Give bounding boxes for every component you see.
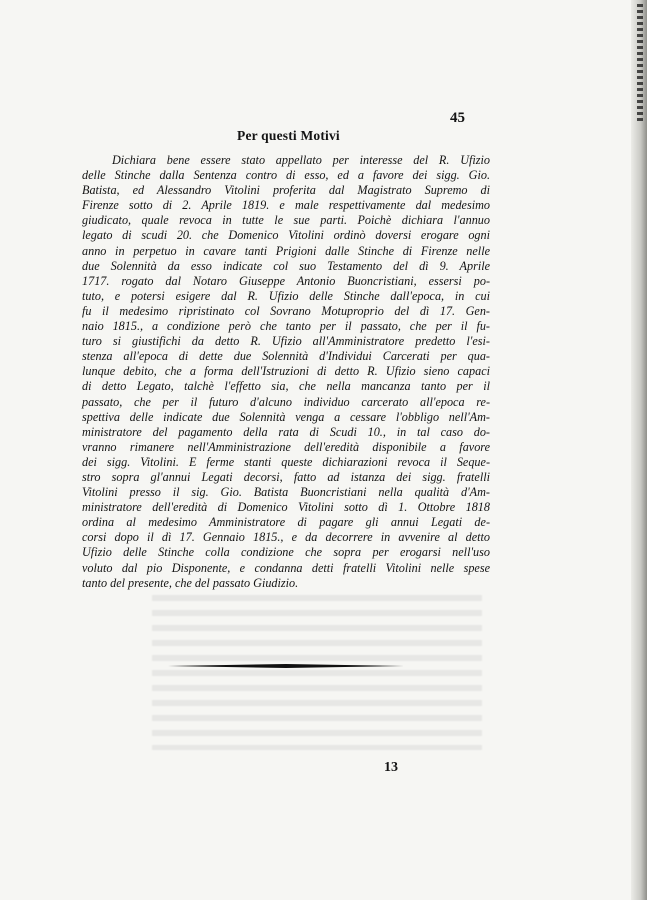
text-line: vranno rimanere nell'Amministrazione dell'eredità disponibile a favore [82, 439, 490, 454]
binding-edge [631, 0, 647, 900]
text-line: corsi dopo il dì 17. Gennaio 1815., e da decorrere in avvenire al detto [82, 530, 490, 545]
text-line: Dichiara bene essere stato appellato per interesse del R. Ufizio [112, 153, 490, 167]
text-line: giudicato, quale revoca in tutte le sue parti. Poichè dichiara l'annuo [82, 213, 490, 228]
text-line: tuto, e potersi esigere dal R. Ufizio delle Stinche dall'epoca, in cui [82, 288, 490, 303]
binding-marks [637, 4, 643, 124]
text-line: legato di scudi 20. che Domenico Vitolini ordinò doversi erogare ogni [82, 228, 490, 243]
text-line: dei sigg. Vitolini. E ferme stanti queste dichiarazioni revoca il Seque- [82, 454, 490, 469]
bleed-through-text [152, 595, 482, 750]
page-number: 45 [450, 110, 465, 126]
text-line: Firenze sotto di 2. Aprile 1819. e male respettivamente dal medesimo [82, 198, 490, 213]
text-line: stro sopra gl'annui Legati decorsi, fatto ad istanza dei sigg. fratelli [82, 469, 490, 484]
text-line: turo si giustifichi da detto R. Ufizio all'Amministratore predetto l'esi- [82, 334, 490, 349]
body-text [82, 153, 490, 591]
decorative-rule [168, 664, 404, 668]
text-line: spettiva delle indicate due Solennità venga a cessare l'obbligo nell'Am- [82, 409, 490, 424]
text-line: Vitolini presso il sig. Gio. Batista Buoncristiani nella qualità d'Am- [82, 485, 490, 500]
text-line: delle Stinche dalla Sentenza contro di esso, ed a favore dei sigg. Gio. [82, 168, 490, 183]
text-line: Batista, ed Alessandro Vitolini proferita dal Magistrato Supremo di [82, 183, 490, 198]
text-line: lunque debito, che a forma dell'Istruzioni di detto R. Ufizio sieno capaci [82, 364, 490, 379]
text-line: ordina al medesimo Amministratore di pagare gli annui Legati de- [82, 515, 490, 530]
rule-graphic [168, 664, 404, 668]
text-line: due Solennità da esso indicate col suo Testamento del dì 9. Aprile [82, 258, 490, 273]
text-line: tanto del presente, che del passato Giudizio. [82, 575, 299, 590]
section-heading: Per questi Motivi [237, 128, 340, 143]
text-line: di detto Legato, talchè l'effetto sia, che nella mancanza tanto per il [82, 379, 490, 394]
text-line: passato, che per il futuro d'alcuno individuo carcerato all'epoca re- [82, 394, 490, 409]
text-line: Ufizio delle Stinche colla condizione che sopra per erogarsi nell'uso [82, 545, 490, 560]
text-line: ministratore del pagamento della rata di Scudi 10., in tal caso do- [82, 424, 490, 439]
text-line: anno in perpetuo in cavare tanti Prigioni dalle Stinche di Firenze nelle [82, 243, 490, 258]
text-line: fu il medesimo ripristinato col Sovrano Motuproprio del dì 17. Gen- [82, 303, 490, 318]
text-line: stenza all'epoca di dette due Solennità d'Individui Carcerati per qua- [82, 349, 490, 364]
text-line: voluto dal pio Disponente, e condanna detti fratelli Vitolini nelle spese [82, 560, 490, 575]
text-line: naio 1815., a condizione però che tanto per il passato, che per il fu- [82, 319, 490, 334]
text-line: ministratore dell'eredità di Domenico Vitolini sotto dì 1. Ottobre 1818 [82, 500, 490, 515]
signature-mark: 13 [384, 760, 398, 775]
text-line: 1717. rogato dal Notaro Giuseppe Antonio Buoncristiani, essersi po- [82, 273, 490, 288]
